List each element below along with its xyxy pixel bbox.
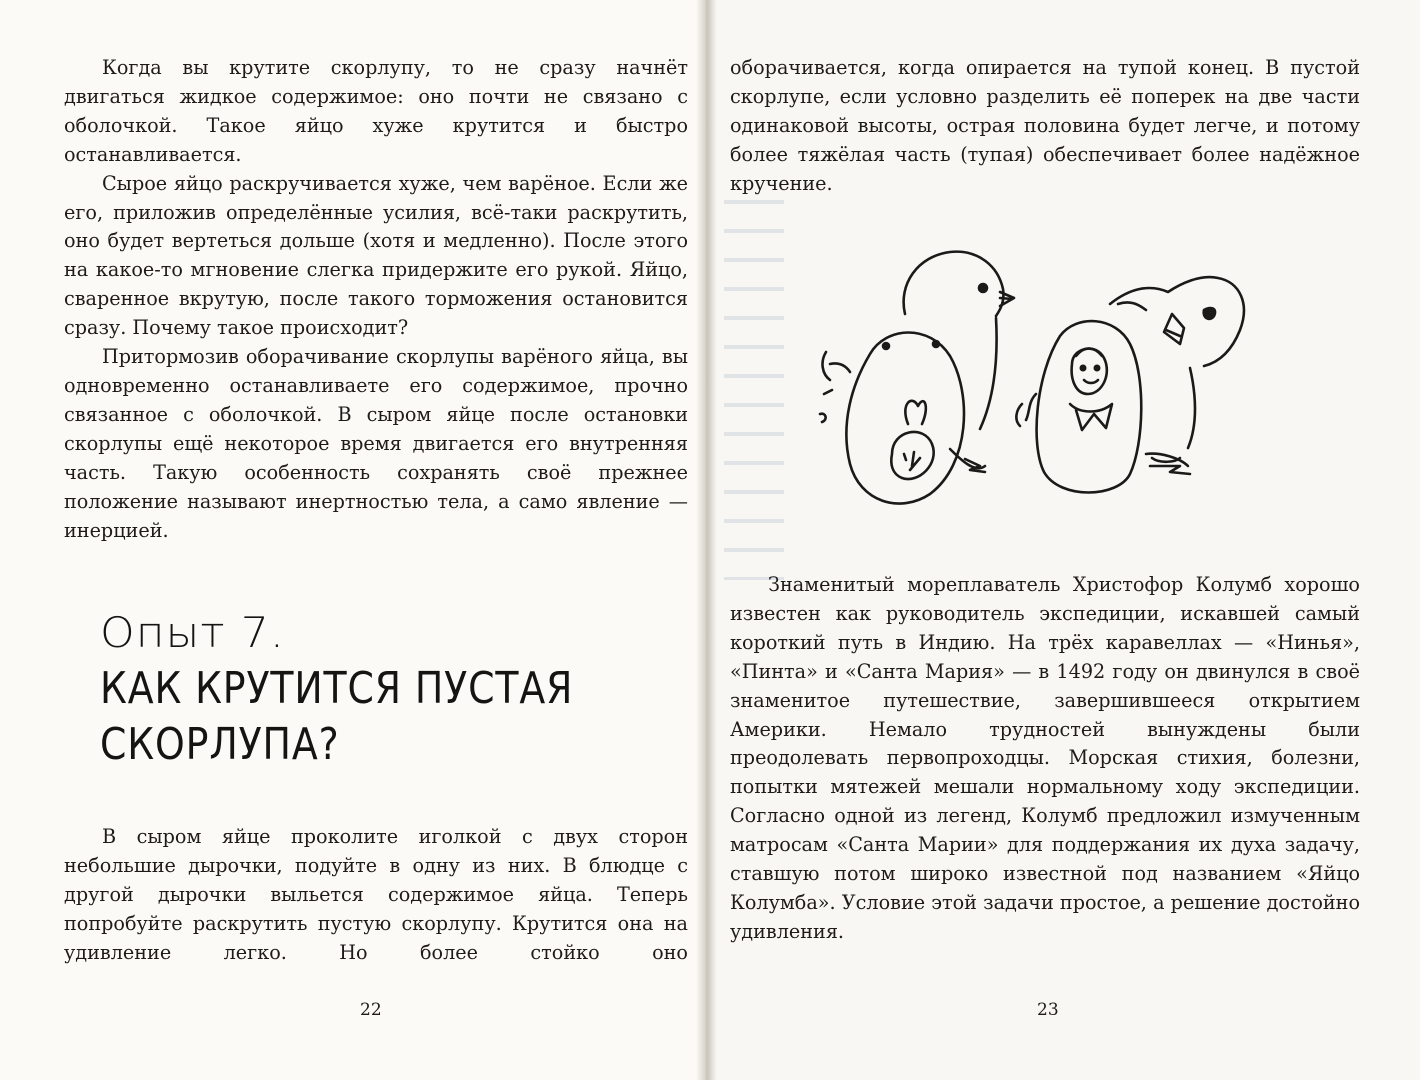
paragraph: Сырое яйцо раскручивается хуже, чем варёное. Если же его, приложив определённые усилия, всё-таки раскрутить, оно будет вертеться дольше (хотя и медленно). После этого на какое-то мгновение слегка придержите его рукой. Яйцо, сваренное вкрутую, после такого торможения остановится сразу. Почему такое происходит? [64, 171, 688, 340]
right-egg-icon [1016, 302, 1146, 492]
paragraph: Когда вы крутите скорлупу, то не сразу начнёт двигаться жидкое содержимое: оно почти не связано с оболочкой. Такое яйцо хуже крутится и быстро останавливается. [64, 56, 688, 166]
paragraph: Знаменитый мореплаватель Христофор Колумб хорошо известен как руководитель экспедиции, искавшей самый короткий путь в Индию. На трёх каравеллах — «Нинья», «Пинта» и «Санта Мария» — в 1492 году он двинулся в своё знаменитое путешествие, завершившееся открытием Америки. Немало трудностей вынуждены были преодолевать первопроходцы. Морская стихия, болезни, попытки мятежей мешали нормальному ходу экспедиции. Согласно одной из легенд, Колумб предложил измученным матросам «Санта Марии» для поддержания их духа задачу, ставшую потом широко известной под названием «Яйцо Колумба». Условие этой задачи простое, а решение достойно удивления. [730, 573, 1360, 943]
right-page-top-text [730, 54, 1360, 199]
right-page-bottom-text [730, 571, 1360, 947]
chicks-with-spinning-eggs-drawing [800, 244, 1260, 524]
paragraph: В сыром яйце проколите иголкой с двух сторон небольшие дырочки, подуйте в одну из них. В блюдце с другой дырочки выльется содержимое яйца. Теперь попробуйте раскрутить пустую скорлупу. Крутится она на удивление легко. Но более стойко оно [64, 825, 688, 964]
book-gutter [696, 0, 716, 1080]
paragraph: Притормозив оборачивание скорлупы варёного яйца, вы одновременно останавливаете его содержимое, прочно связанное с оболочкой. В сыром яйце после остановки скорлупы ещё некоторое время двигается его внутренняя часть. Такую особенность сохранять своё прежнее положение называют инертностью тела, а само явление — инерцией. [64, 345, 688, 542]
paragraph: оборачивается, когда опирается на тупой конец. В пустой скорлупе, если условно разделить её поперек на две части одинаковой высоты, острая половина будет легче, и потому более тяжёлая часть (тупая) обеспечивает более надёжное кручение. [730, 56, 1360, 195]
right-chick-icon [1110, 277, 1244, 474]
experiment-heading [100, 605, 660, 773]
left-page-bottom-text [64, 823, 688, 968]
show-through-text [724, 200, 784, 580]
left-chick-icon [904, 252, 1014, 472]
right-page [706, 0, 1420, 1080]
experiment-title: КАК КРУТИТСЯ ПУСТАЯ СКОРЛУПА? [100, 663, 574, 770]
left-egg-icon [820, 333, 964, 504]
left-page-top-text [64, 54, 688, 545]
page-number-left: 22 [360, 1000, 382, 1020]
left-page [0, 0, 706, 1080]
page-number-right: 23 [1037, 1000, 1059, 1020]
experiment-number: Опыт 7. [100, 608, 285, 657]
